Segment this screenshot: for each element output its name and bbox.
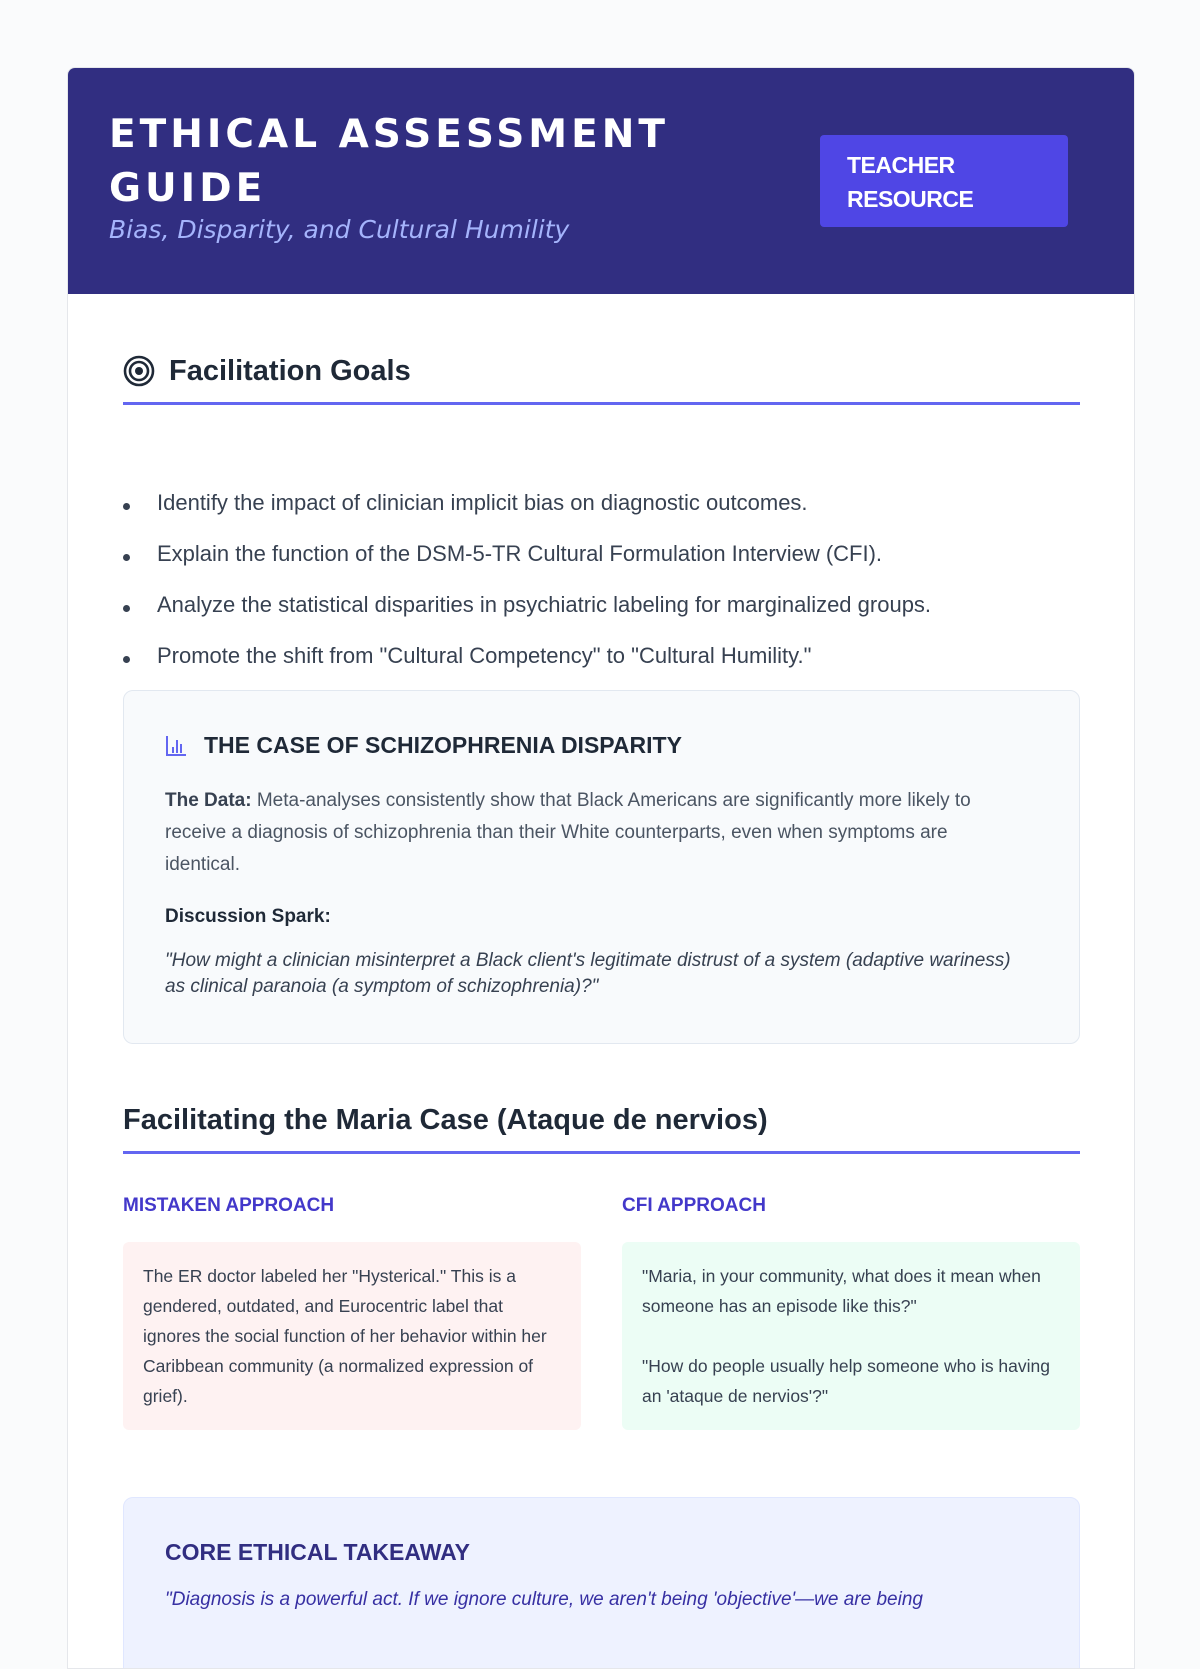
cfi-approach-box [622,1242,1080,1430]
goals-list [123,490,1083,694]
takeaway-quote: "Diagnosis is a powerful act. If we ignore culture, we aren't being 'objective'—we are being [165,1589,923,1610]
cfi-approach-label: CFI APPROACH [622,1195,766,1216]
mistaken-approach-text: The ER doctor labeled her "Hysterical." This is a gendered, outdated, and Eurocentric label that ignores the social function of her behavior within her Caribbean community (a normalized expression of grief). [143,1266,547,1406]
maria-case-heading: Facilitating the Maria Case (Ataque de nervios) [123,1103,768,1136]
maria-case-header [123,1099,1080,1154]
core-takeaway-panel [123,1497,1080,1669]
list-item: Promote the shift from "Cultural Competency" to "Cultural Humility." [123,643,1083,694]
mistaken-approach-label: MISTAKEN APPROACH [123,1195,335,1216]
list-item: Analyze the statistical disparities in psychiatric labeling for marginalized groups. [123,592,1083,643]
discussion-spark-quote: "How might a clinician misinterpret a Black client's legitimate distrust of a system (adaptive wariness) as clinical paranoia (a symptom of schizophrenia)?" [165,950,1011,997]
page-subtitle: Bias, Disparity, and Cultural Humility [109,215,570,244]
disparity-title-row [165,732,682,759]
data-label: The Data: [165,790,252,811]
disparity-case-panel [123,690,1080,1044]
list-item: Identify the impact of clinician implicit bias on diagnostic outcomes. [123,490,1083,541]
cfi-question-2: "How do people usually help someone who is having an 'ataque de nervios'?" [642,1356,1050,1406]
page-title: ETHICAL ASSESSMENT GUIDE [109,112,669,211]
takeaway-title: CORE ETHICAL TAKEAWAY [165,1539,470,1565]
guide-card [67,67,1135,1669]
data-body: Meta-analyses consistently show that Black Americans are significantly more likely to receive a diagnosis of schizophrenia than their White counterparts, even when symptoms are identical. [165,790,971,875]
target-icon [123,355,155,387]
list-item: Explain the function of the DSM-5-TR Cultural Formulation Interview (CFI). [123,541,1083,592]
teacher-resource-badge: TEACHER RESOURCE [820,135,1068,227]
header-banner [68,68,1134,294]
facilitation-goals-heading: Facilitation Goals [169,354,411,387]
disparity-data-text [165,785,1025,881]
mistaken-approach-box [123,1242,581,1430]
cfi-question-1: "Maria, in your community, what does it mean when someone has an episode like this?" [642,1266,1041,1316]
bar-chart-icon [165,735,187,757]
disparity-title: THE CASE OF SCHIZOPHRENIA DISPARITY [204,732,682,758]
facilitation-goals-header [123,350,1080,405]
discussion-spark-label: Discussion Spark: [165,906,331,927]
